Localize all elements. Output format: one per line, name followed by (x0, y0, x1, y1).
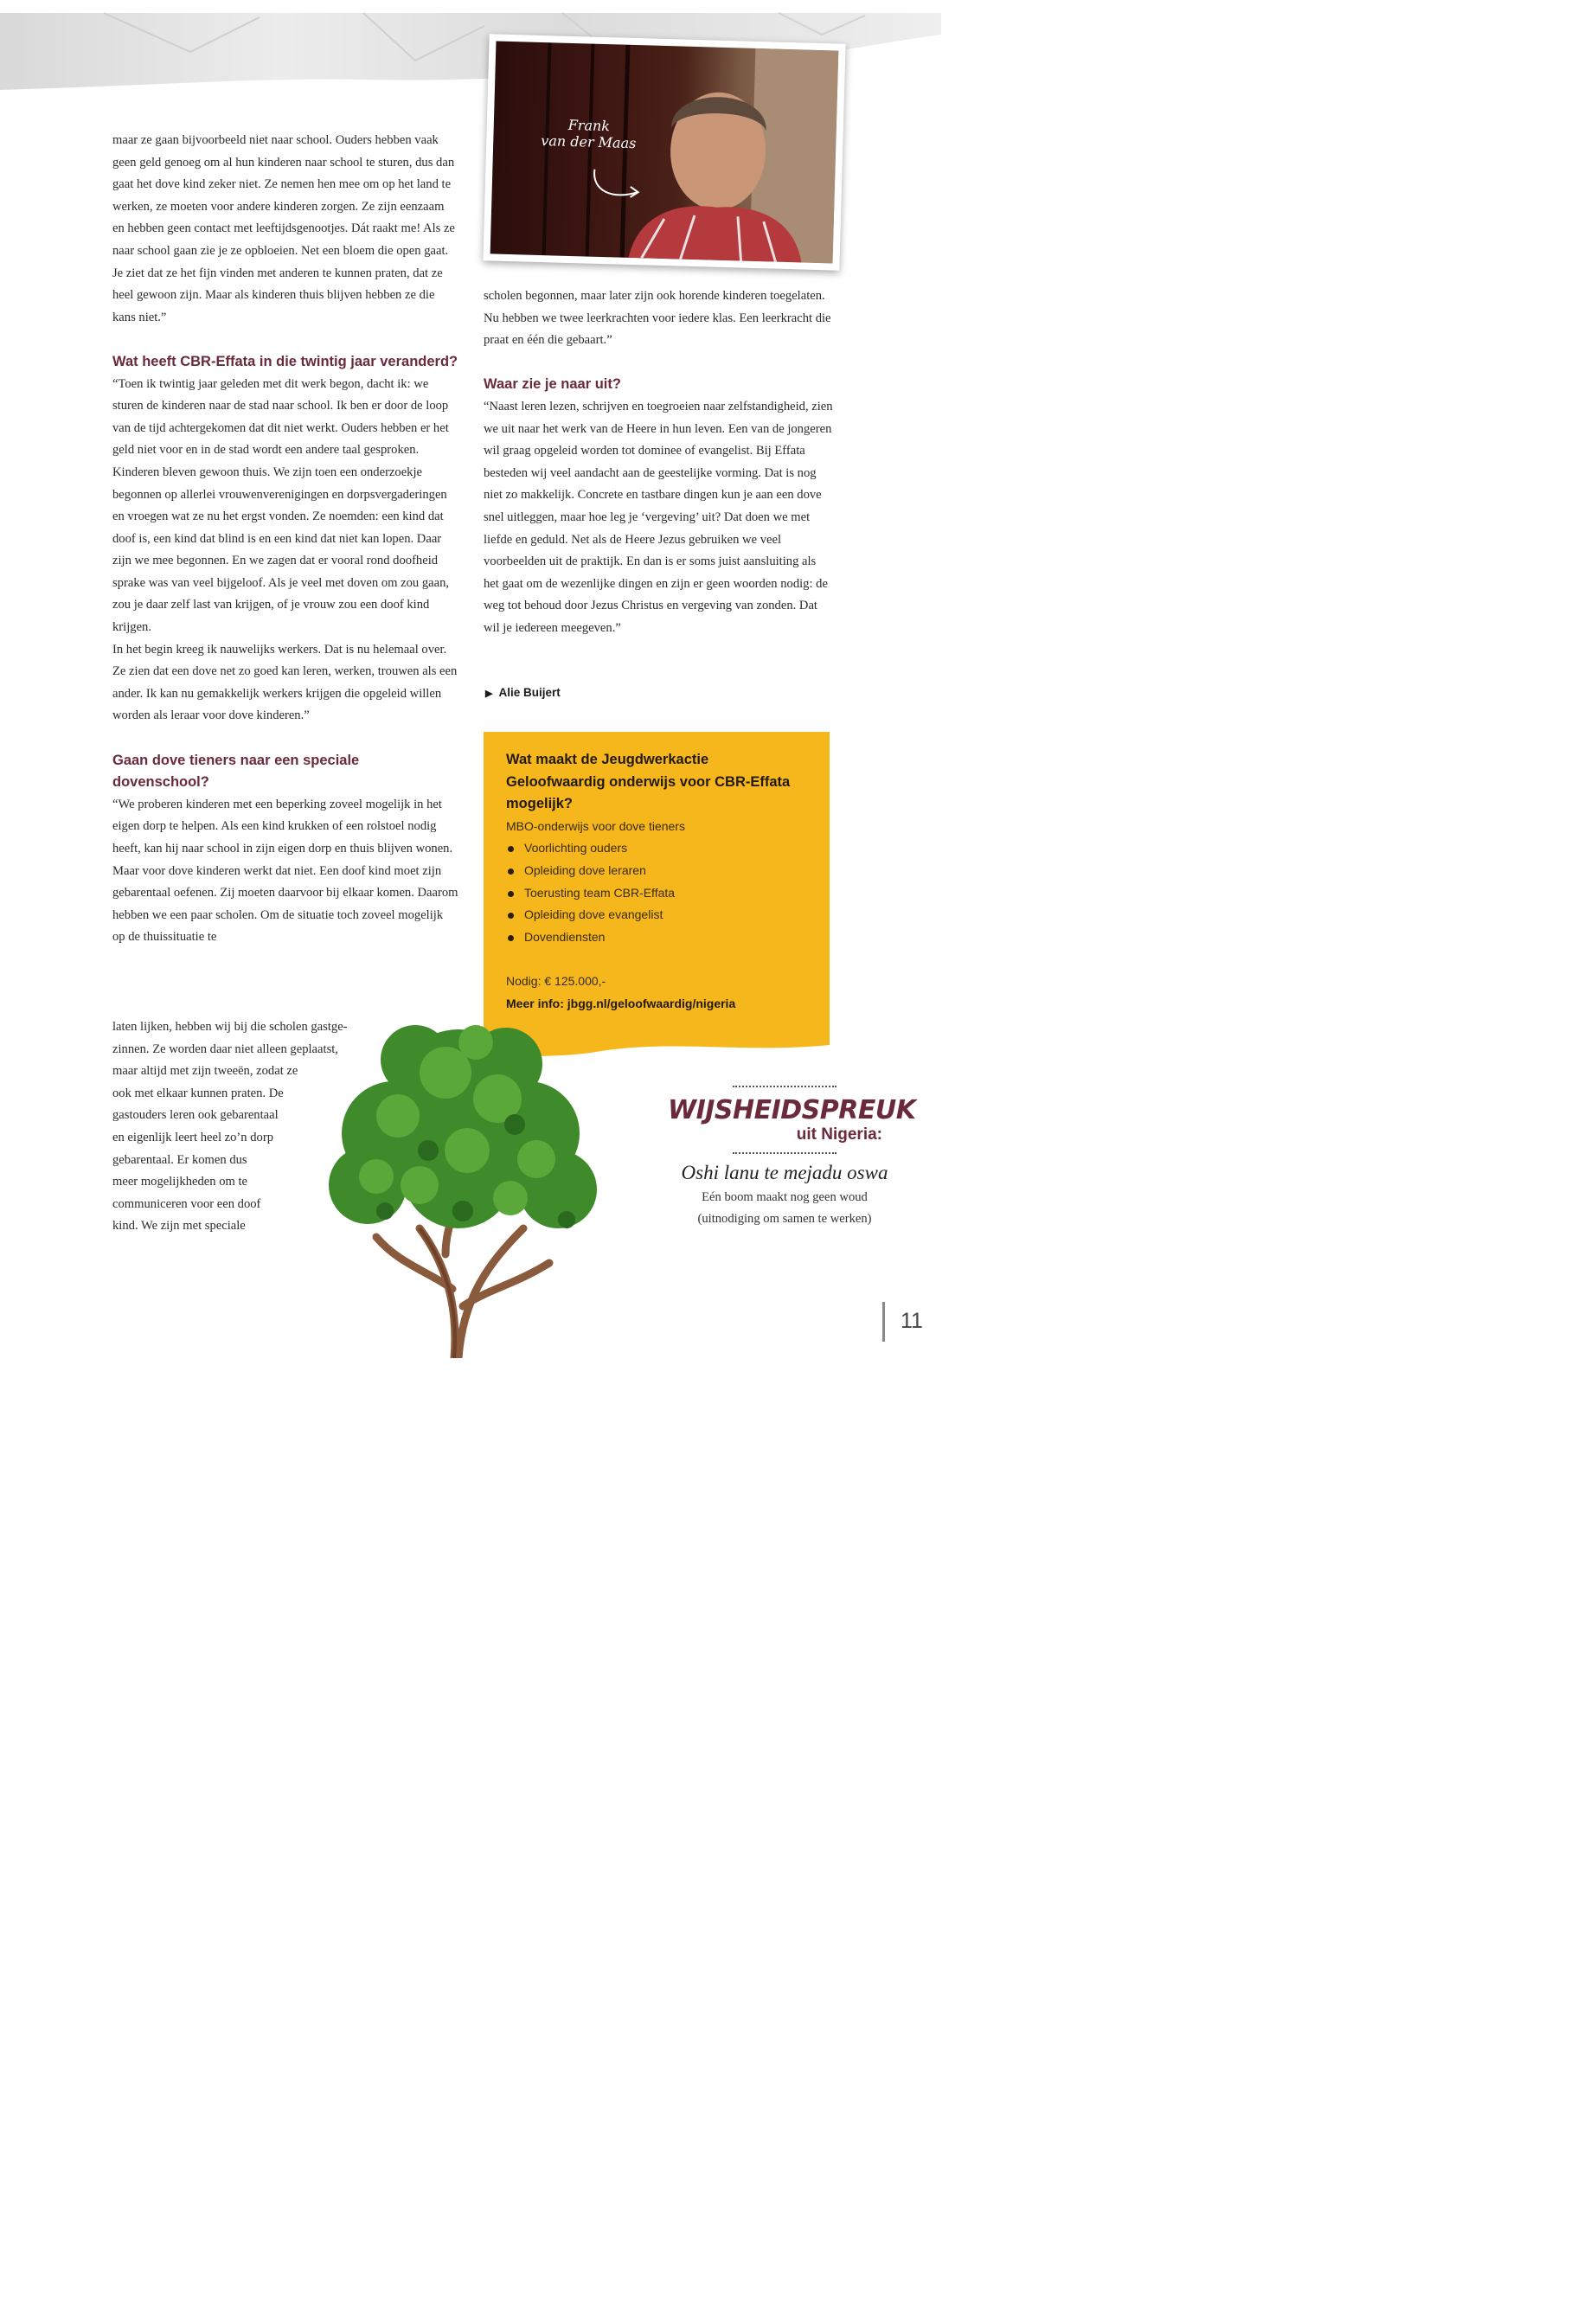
bullet-dot-icon (508, 913, 514, 919)
portrait-illustration (490, 42, 839, 264)
author-name: Alie Buijert (498, 686, 561, 699)
right-column (484, 285, 834, 640)
right-para-1: scholen begonnen, maar later zijn ook horende kinderen toegelaten. Nu hebben we twee leerkrachten voor iedere klas. Een leerkracht die praat en één die gebaart.” (484, 289, 831, 348)
bullet-dot-icon (508, 868, 514, 875)
dotted-divider (733, 1152, 836, 1154)
narrow-line: gebarentaal. Er komen dus (112, 1152, 247, 1167)
info-box-title: Wat maakt de Jeugdwerkactie Geloofwaardig onderwijs voor CBR-Effata mogelijk? (506, 752, 791, 812)
narrow-line: kind. We zijn met speciale (112, 1219, 246, 1234)
author-byline (485, 686, 561, 699)
page-number-bar (882, 1302, 885, 1342)
photo-caption (541, 116, 637, 151)
narrow-line: ook met elkaar kunnen praten. De (112, 1086, 284, 1100)
narrow-line: communiceren voor een doof (112, 1196, 261, 1211)
heading-cbr-effata-changed: Wat heeft CBR-Effata in die twintig jaar veranderd? (112, 353, 458, 369)
narrow-line: gastouders leren ook gebarentaal (112, 1108, 279, 1123)
photo-caption-line1: Frank (567, 116, 611, 135)
narrow-line: meer mogelijkheden om te (112, 1175, 248, 1189)
list-item: Dovendiensten (506, 926, 800, 949)
list-item: Opleiding dove leraren (506, 860, 800, 882)
left-para-1: maar ze gaan bijvoorbeeld niet naar school. Ouders hebben vaak geen geld genoeg om al hun kinderen naar school te sturen, dus dan gaat het dove kind zeker niet. Ze nemen hen mee om op het land te werken, ze moeten voor andere kinderen zorgen. Ze zijn eenzaam en hebben geen contact met leeftijdsgenootjes. Dát raakt me! Als ze naar school gaan zie je ze opbloeien. Net een bloem die open gaat. Je ziet dat ze het fijn vinden met anderen te kunnen praten, dat ze heel gewoon zijn. Maar als kinderen thuis blijven hebben ze die kans niet.” (112, 133, 455, 324)
wisdom-translation-2: (uitnodiging om samen te werken) (697, 1212, 872, 1226)
narrow-line: zinnen. Ze worden daar niet alleen geplaatst, (112, 1042, 338, 1056)
info-box-subtitle: MBO-onderwijs voor dove tieners (506, 818, 685, 833)
heading-looking-forward: Waar zie je naar uit? (484, 376, 621, 393)
info-box-more-info-link[interactable]: Meer info: jbgg.nl/geloofwaardig/nigeria (506, 996, 736, 1010)
curved-arrow-icon (586, 165, 648, 206)
photo-caption-line2: van der Maas (541, 132, 637, 152)
bullet-dot-icon (508, 891, 514, 897)
page-number: 11 (901, 1309, 923, 1333)
left-column-narrow (112, 1016, 348, 1238)
list-item: Opleiding dove evangelist (506, 904, 800, 926)
narrow-line: maar altijd met zijn tweeën, zodat ze (112, 1064, 298, 1079)
wisdom-translation-1: Eén boom maakt nog geen woud (702, 1190, 868, 1204)
tree-illustration (316, 1012, 601, 1358)
left-para-2: “Toen ik twintig jaar geleden met dit werk begon, dacht ik: we sturen de kinderen naar de stad naar school. Ik ben er door de loop van de tijd achtergekomen dat dit niet werkt. Ouders hebben er het geld niet voor en in de stad wordt een andere taal gesproken. Kinderen bleven gewoon thuis. We zijn toen een onderzoekje begonnen op allerlei vrouwenverenigingen en dorpsvergaderingen en vroegen wat ze nu het ergst vonden. Ze noemden: een kind dat doof is, een kind dat blind is en een kind dat niet kan lopen. Daar zijn we mee begonnen. En we zagen dat er vooral rond doofheid sprake was van veel bijgeloof. Als je veel met doven om zou gaan, zou je daar zelf last van krijgen, of je vrouw zou een doof kind krijgen. (112, 376, 450, 635)
dotted-divider (733, 1086, 836, 1087)
info-box-content (506, 749, 800, 1015)
info-box-list (506, 837, 800, 948)
right-para-2: “Naast leren lezen, schrijven en toegroeien naar zelfstandigheid, zien we uit naar het werk van de Heere in hun leven. Een van de jongeren wil graag opgeleid worden tot dominee of evangelist. Bij Effata besteden wij veel aandacht aan de geestelijke vorming. Dat is nog niet zo makkelijk. Concrete en tastbare dingen kun je aan een dove snel uitleggen, maar hoe leg je ‘vergeving’ uit? Dat doen we met liefde en geduld. Net als de Heere Jezus gebruiken we veel voorbeelden uit de praktijk. En dan is er soms juist aansluiting als het gaat om de wezenlijke dingen en zijn er geen woorden nodig: de weg tot behoud door Jezus Christus en vergeving van zonden. Dat wil je iedereen meegeven.” (484, 399, 833, 635)
wisdom-quote: Oshi lanu te mejadu oswa (681, 1162, 888, 1183)
left-column (112, 130, 458, 949)
bullet-dot-icon (508, 846, 514, 852)
list-item: Toerusting team CBR-Effata (506, 882, 800, 905)
narrow-line: en eigenlijk leert heel zo’n dorp (112, 1130, 273, 1144)
heading-special-school: Gaan dove tieners naar een speciale dovenschool? (112, 752, 360, 791)
wisdom-quote-section (668, 1086, 916, 1228)
wisdom-title: WIJSHEIDSPREUK (668, 1095, 916, 1125)
list-item: Voorlichting ouders (506, 837, 800, 860)
narrow-line: laten lijken, hebben wij bij die scholen gastge- (112, 1020, 348, 1034)
left-para-3: In het begin kreeg ik nauwelijks werkers. Dat is nu helemaal over. Ze zien dat een dove net zo goed kan leren, werken, trouwen als een ander. Ik kan nu gemakkelijk werkers krijgen die opgeleid willen worden als leraar voor dove kinderen.” (112, 642, 458, 723)
bullet-dot-icon (508, 935, 514, 941)
portrait-photo (490, 42, 839, 264)
left-para-4: “We proberen kinderen met een beperking zoveel mogelijk in het eigen dorp te helpen. Als een kind krukken of een rolstoel nodig heeft, kan hij naar school in zijn eigen dorp en thuis blijven wonen. Maar voor dove kinderen werkt dat niet. Een doof kind moet zijn gebarentaal oefenen. Zij moeten daarvoor bij elkaar komen. Daarom hebben we een paar scholen. Om de situatie toch zoveel mogelijk op de thuissituatie te (112, 797, 458, 945)
portrait-photo-frame (483, 34, 845, 270)
triangle-bullet-icon: ▶ (485, 689, 493, 699)
wisdom-subtitle: uit Nigeria: (796, 1125, 882, 1144)
info-box-needed: Nodig: € 125.000,- (506, 973, 606, 988)
